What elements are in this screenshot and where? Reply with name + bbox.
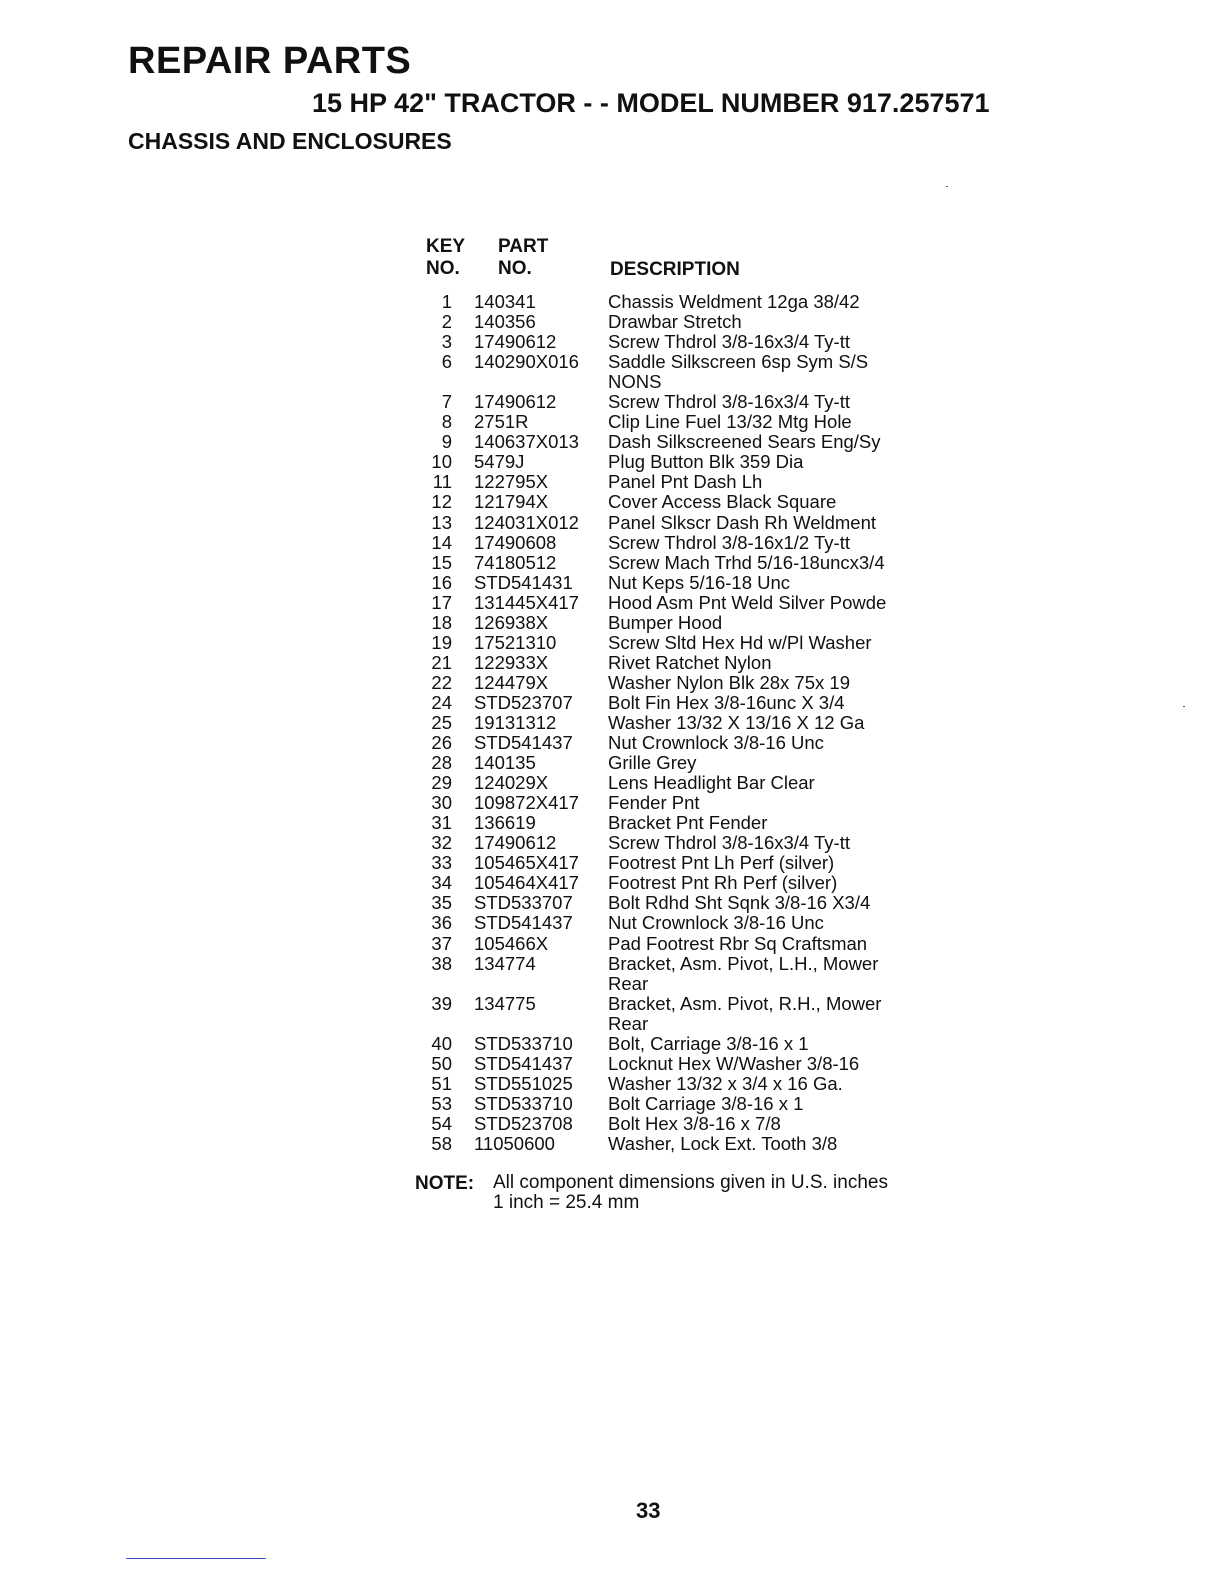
description-cell: Footrest Pnt Lh Perf (silver) bbox=[608, 852, 835, 874]
key-cell: 36 bbox=[431, 912, 452, 934]
table-row bbox=[420, 332, 940, 352]
table-row bbox=[420, 492, 940, 512]
key-cell: 15 bbox=[431, 551, 452, 573]
note-line-1: All component dimensions given in U.S. inches bbox=[493, 1172, 888, 1193]
key-cell: 53 bbox=[431, 1092, 452, 1114]
part-number-cell: 17521310 bbox=[474, 631, 557, 653]
description-cell: Nut Crownlock 3/8-16 Unc bbox=[608, 732, 824, 754]
page-number: 33 bbox=[636, 1498, 661, 1523]
description-cell: Saddle Silkscreen 6sp Sym S/S NONS bbox=[608, 351, 869, 393]
description-cell: Panel Slkscr Dash Rh Weldment bbox=[608, 511, 877, 533]
description-cell: Dash Silkscreened Sears Eng/Sy bbox=[608, 431, 881, 453]
part-header-line1: PART bbox=[498, 236, 549, 257]
part-number-cell: 122795X bbox=[474, 471, 549, 493]
key-cell: 34 bbox=[431, 872, 452, 894]
description-cell: Screw Thdrol 3/8-16x3/4 Ty-tt bbox=[608, 832, 850, 854]
table-row bbox=[420, 1074, 940, 1094]
key-cell: 25 bbox=[431, 711, 452, 733]
description-cell: Washer, Lock Ext. Tooth 3/8 bbox=[608, 1132, 838, 1154]
table-row bbox=[420, 913, 940, 933]
note-line-2: 1 inch = 25.4 mm bbox=[493, 1192, 640, 1213]
key-cell: 37 bbox=[431, 932, 452, 954]
key-cell: 39 bbox=[431, 992, 452, 1014]
key-header-line1: KEY bbox=[426, 236, 466, 257]
description-cell: Pad Footrest Rbr Sq Craftsman bbox=[608, 932, 868, 954]
section-title: CHASSIS AND ENCLOSURES bbox=[128, 128, 452, 154]
table-row bbox=[420, 1134, 940, 1154]
description-cell: Rivet Ratchet Nylon bbox=[608, 651, 772, 673]
part-number-cell: 140135 bbox=[474, 752, 536, 774]
key-cell: 50 bbox=[431, 1052, 452, 1074]
description-cell: Panel Pnt Dash Lh bbox=[608, 471, 763, 493]
key-cell: 12 bbox=[431, 491, 452, 513]
key-cell: 2 bbox=[441, 311, 452, 333]
key-cell: 19 bbox=[431, 631, 452, 653]
part-number-cell: 105464X417 bbox=[474, 872, 579, 894]
part-number-cell: 126938X bbox=[474, 611, 549, 633]
part-number-cell: 136619 bbox=[474, 812, 536, 834]
description-cell: Bolt Rdhd Sht Sqnk 3/8-16 X3/4 bbox=[608, 892, 871, 914]
key-cell: 10 bbox=[431, 451, 452, 473]
description-header: DESCRIPTION bbox=[610, 259, 740, 280]
part-number-cell: 2751R bbox=[474, 411, 529, 433]
part-number-cell: 105465X417 bbox=[474, 852, 579, 874]
table-row bbox=[420, 553, 940, 573]
part-number-cell: STD541437 bbox=[474, 1052, 573, 1074]
description-cell: Grille Grey bbox=[608, 752, 697, 774]
table-row bbox=[420, 1114, 940, 1134]
table-row bbox=[420, 472, 940, 492]
part-number-cell: 140637X013 bbox=[474, 431, 579, 453]
model-subtitle: 15 HP 42" TRACTOR - - MODEL NUMBER 917.257571 bbox=[312, 88, 990, 118]
part-number-cell: 11050600 bbox=[474, 1132, 555, 1154]
description-cell: Hood Asm Pnt Weld Silver Powde bbox=[608, 591, 887, 613]
table-row bbox=[420, 1034, 940, 1054]
table-header bbox=[420, 236, 940, 286]
description-cell: Washer 13/32 X 13/16 X 12 Ga bbox=[608, 711, 865, 733]
part-number-cell: STD541437 bbox=[474, 912, 573, 934]
part-number-cell: 109872X417 bbox=[474, 792, 579, 814]
description-cell: Screw Thdrol 3/8-16x3/4 Ty-tt bbox=[608, 331, 850, 353]
key-cell: 54 bbox=[431, 1112, 452, 1134]
table-row bbox=[420, 412, 940, 432]
part-number-cell: 134774 bbox=[474, 952, 536, 974]
part-number-cell: 124479X bbox=[474, 671, 549, 693]
part-number-cell: STD533707 bbox=[474, 892, 573, 914]
description-cell: Chassis Weldment 12ga 38/42 bbox=[608, 291, 860, 312]
table-row bbox=[420, 673, 940, 693]
key-cell: 40 bbox=[431, 1032, 452, 1054]
part-number-cell: STD533710 bbox=[474, 1092, 573, 1114]
description-cell: Fender Pnt bbox=[608, 792, 700, 814]
key-cell: 26 bbox=[431, 732, 452, 754]
table-row bbox=[420, 352, 940, 392]
table-row bbox=[420, 1054, 940, 1074]
table-row bbox=[420, 573, 940, 593]
key-cell: 21 bbox=[431, 651, 452, 673]
key-cell: 31 bbox=[431, 812, 452, 834]
description-cell: Bolt Fin Hex 3/8-16unc X 3/4 bbox=[608, 691, 845, 713]
description-cell: Clip Line Fuel 13/32 Mtg Hole bbox=[608, 411, 852, 433]
scan-speck bbox=[1183, 706, 1185, 707]
table-row bbox=[420, 693, 940, 713]
parts-table bbox=[420, 236, 940, 1154]
key-cell: 6 bbox=[441, 351, 452, 373]
part-number-cell: 121794X bbox=[474, 491, 549, 513]
part-number-cell: 122933X bbox=[474, 651, 549, 673]
parts-rows bbox=[420, 292, 940, 1154]
description-cell: Cover Access Black Square bbox=[608, 491, 837, 513]
table-row bbox=[420, 292, 940, 312]
table-row bbox=[420, 713, 940, 733]
key-cell: 22 bbox=[431, 671, 452, 693]
description-cell: Screw Thdrol 3/8-16x1/2 Ty-tt bbox=[608, 531, 850, 553]
page-title: REPAIR PARTS bbox=[128, 40, 412, 82]
part-number-cell: STD541437 bbox=[474, 732, 573, 754]
part-number-cell: 5479J bbox=[474, 451, 525, 473]
key-cell: 38 bbox=[431, 952, 452, 974]
part-number-cell: STD551025 bbox=[474, 1072, 573, 1094]
description-cell: Screw Sltd Hex Hd w/Pl Washer bbox=[608, 631, 872, 653]
description-cell: Washer 13/32 x 3/4 x 16 Ga. bbox=[608, 1072, 843, 1094]
table-row bbox=[420, 753, 940, 773]
key-cell: 18 bbox=[431, 611, 452, 633]
table-row bbox=[420, 893, 940, 913]
key-cell: 1 bbox=[441, 291, 452, 312]
key-cell: 35 bbox=[431, 892, 452, 914]
table-row bbox=[420, 954, 940, 994]
table-row bbox=[420, 312, 940, 332]
description-cell: Locknut Hex W/Washer 3/8-16 bbox=[608, 1052, 860, 1074]
part-number-cell: STD523708 bbox=[474, 1112, 573, 1134]
table-row bbox=[420, 653, 940, 673]
description-cell: Bolt Carriage 3/8-16 x 1 bbox=[608, 1092, 804, 1114]
table-row bbox=[420, 853, 940, 873]
description-cell: Bracket Pnt Fender bbox=[608, 812, 768, 834]
table-row bbox=[420, 452, 940, 472]
part-number-cell: STD541431 bbox=[474, 571, 573, 593]
scan-speck bbox=[946, 186, 948, 187]
key-cell: 51 bbox=[431, 1072, 452, 1094]
part-number-cell: 74180512 bbox=[474, 551, 557, 573]
key-cell: 13 bbox=[431, 511, 452, 533]
part-number-cell: 140290X016 bbox=[474, 351, 579, 373]
note-label: NOTE: bbox=[415, 1173, 475, 1194]
part-number-cell: 131445X417 bbox=[474, 591, 579, 613]
description-cell: Lens Headlight Bar Clear bbox=[608, 772, 815, 794]
part-number-cell: 19131312 bbox=[474, 711, 557, 733]
table-row bbox=[420, 392, 940, 412]
part-number-cell: 134775 bbox=[474, 992, 536, 1014]
description-cell: Footrest Pnt Rh Perf (silver) bbox=[608, 872, 838, 894]
description-cell: Washer Nylon Blk 28x 75x 19 bbox=[608, 671, 850, 693]
key-cell: 9 bbox=[441, 431, 452, 453]
part-number-cell: 105466X bbox=[474, 932, 549, 954]
part-number-cell: STD523707 bbox=[474, 691, 573, 713]
description-cell: Bracket, Asm. Pivot, L.H., Mower Rear bbox=[608, 952, 879, 994]
table-row bbox=[420, 833, 940, 853]
description-cell: Nut Crownlock 3/8-16 Unc bbox=[608, 912, 824, 934]
table-row bbox=[420, 1094, 940, 1114]
key-cell: 16 bbox=[431, 571, 452, 593]
table-row bbox=[420, 513, 940, 533]
part-number-cell: 140341 bbox=[474, 291, 536, 312]
table-row bbox=[420, 793, 940, 813]
key-cell: 24 bbox=[431, 691, 452, 713]
table-row bbox=[420, 533, 940, 553]
key-cell: 33 bbox=[431, 852, 452, 874]
key-cell: 17 bbox=[431, 591, 452, 613]
table-row bbox=[420, 994, 940, 1034]
description-cell: Bolt, Carriage 3/8-16 x 1 bbox=[608, 1032, 809, 1054]
part-number-cell: 17490612 bbox=[474, 391, 557, 413]
part-number-cell: 17490612 bbox=[474, 331, 557, 353]
part-number-cell: 124031X012 bbox=[474, 511, 579, 533]
key-cell: 28 bbox=[431, 752, 452, 774]
description-cell: Screw Thdrol 3/8-16x3/4 Ty-tt bbox=[608, 391, 850, 413]
description-cell: Bracket, Asm. Pivot, R.H., Mower Rear bbox=[608, 992, 882, 1034]
footer-rule bbox=[126, 1558, 266, 1559]
key-cell: 11 bbox=[432, 471, 452, 493]
table-row bbox=[420, 432, 940, 452]
table-row bbox=[420, 934, 940, 954]
part-number-cell: 140356 bbox=[474, 311, 536, 333]
part-header-line2: NO. bbox=[498, 258, 532, 279]
part-number-cell: 17490612 bbox=[474, 832, 557, 854]
key-cell: 32 bbox=[431, 832, 452, 854]
key-cell: 7 bbox=[441, 391, 452, 413]
table-row bbox=[420, 873, 940, 893]
table-row bbox=[420, 633, 940, 653]
description-cell: Nut Keps 5/16-18 Unc bbox=[608, 571, 791, 593]
key-cell: 30 bbox=[431, 792, 452, 814]
part-number-cell: STD533710 bbox=[474, 1032, 573, 1054]
description-cell: Drawbar Stretch bbox=[608, 311, 742, 333]
key-cell: 58 bbox=[431, 1132, 452, 1154]
key-header-line2: NO. bbox=[426, 258, 460, 279]
table-row bbox=[420, 733, 940, 753]
key-cell: 14 bbox=[431, 531, 452, 553]
table-row bbox=[420, 593, 940, 613]
key-cell: 29 bbox=[431, 772, 452, 794]
key-cell: 3 bbox=[441, 331, 452, 353]
table-row bbox=[420, 773, 940, 793]
table-row bbox=[420, 813, 940, 833]
part-number-cell: 17490608 bbox=[474, 531, 557, 553]
description-cell: Bumper Hood bbox=[608, 611, 723, 633]
key-cell: 8 bbox=[441, 411, 452, 433]
note bbox=[415, 1173, 888, 1213]
table-row bbox=[420, 613, 940, 633]
description-cell: Bolt Hex 3/8-16 x 7/8 bbox=[608, 1112, 781, 1134]
description-cell: Plug Button Blk 359 Dia bbox=[608, 451, 804, 473]
description-cell: Screw Mach Trhd 5/16-18uncx3/4 bbox=[608, 551, 885, 573]
part-number-cell: 124029X bbox=[474, 772, 549, 794]
